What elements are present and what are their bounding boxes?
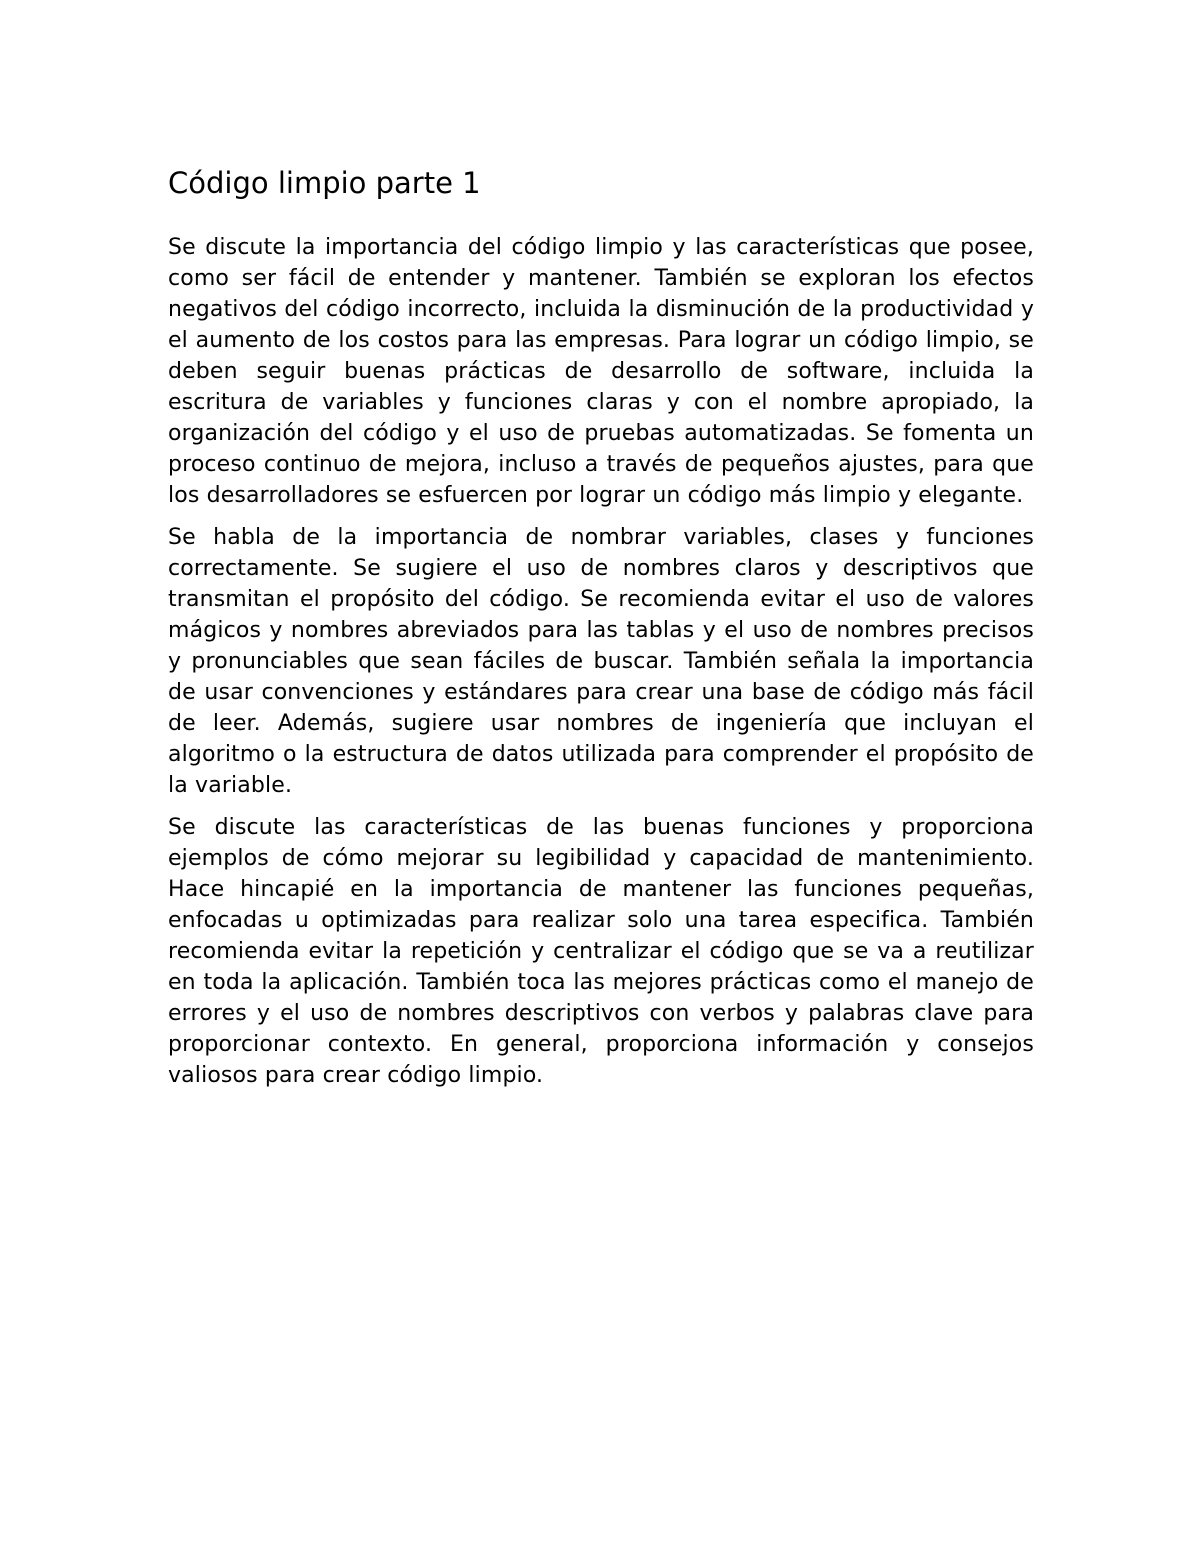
paragraph-3: Se discute las características de las buenas funciones y proporciona ejemplos de cómo mejorar su legibilidad y capacidad de mantenimiento. Hace hincapié en la importancia de mantener las funciones pequeñas, enfocadas u optimizadas para realizar solo una tarea especifica. También recomienda evitar la repetición y centralizar el código que se va a reutilizar en toda la aplicación. También toca las mejores prácticas como el manejo de errores y el uso de nombres descriptivos con verbos y palabras clave para proporcionar contexto. En general, proporciona información y consejos valiosos para crear código limpio. [168, 815, 1034, 1088]
document-body [168, 160, 1034, 1102]
paragraph-1: Se discute la importancia del código limpio y las características que posee, como ser fácil de entender y mantener. También se exploran los efectos negativos del código incorrecto, incluida la disminución de la productividad y el aumento de los costos para las empresas. Para lograr un código limpio, se deben seguir buenas prácticas de desarrollo de software, incluida la escritura de variables y funciones claras y con el nombre apropiado, la organización del código y el uso de pruebas automatizadas. Se fomenta un proceso continuo de mejora, incluso a través de pequeños ajustes, para que los desarrolladores se esfuercen por lograr un código más limpio y elegante. [168, 235, 1034, 508]
document-title: Código limpio parte 1 [168, 166, 481, 200]
paragraph-2: Se habla de la importancia de nombrar variables, clases y funciones correctamente. Se sugiere el uso de nombres claros y descriptivos que transmitan el propósito del código. Se recomienda evitar el uso de valores mágicos y nombres abreviados para las tablas y el uso de nombres precisos y pronunciables que sean fáciles de buscar. También señala la importancia de usar convenciones y estándares para crear una base de código más fácil de leer. Además, sugiere usar nombres de ingeniería que incluyan el algoritmo o la estructura de datos utilizada para comprender el propósito de la variable. [168, 525, 1034, 798]
